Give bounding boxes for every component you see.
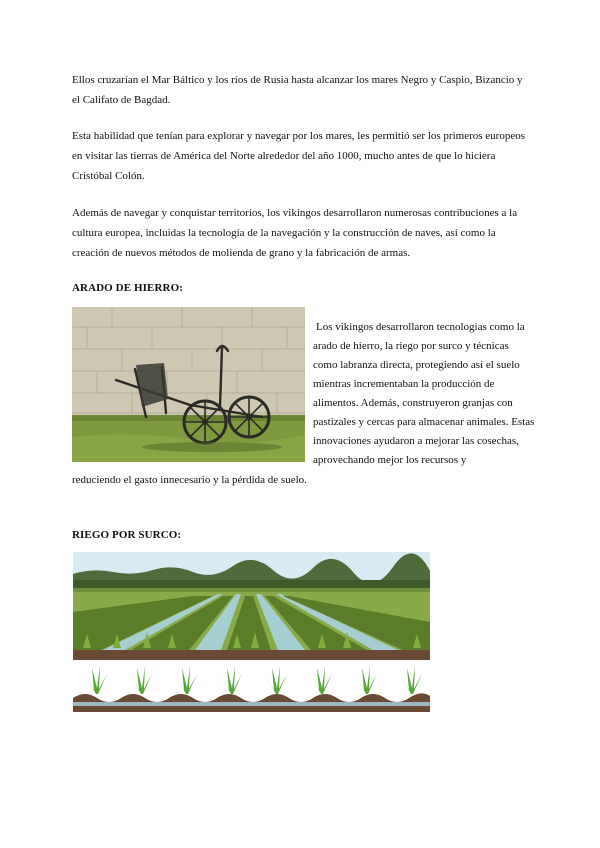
paragraph-contributions: Además de navegar y conquistar territorios, los vikingos desarrollaron numerosas contribuciones a la cultura europea, incluidas la tecnología de la navegación y la construcción de naves, así como la creación de nuevos métodos de molienda de grano y la fabricación de armas.	[72, 207, 518, 259]
heading-furrow-irrigation: RIEGO POR SURCO:	[72, 529, 182, 541]
iron-plow-text-continued: reduciendo el gasto innecesario y la pérdida de suelo.	[72, 474, 307, 486]
furrow-irrigation-image	[73, 552, 430, 712]
paragraph-america: Esta habilidad que tenían para explorar y navegar por los mares, les permitió ser los primeros europeos en visitar las tierras de América del Norte alrededor del año 1000, mucho antes de que lo hiciera Cristóbal Colón.	[72, 130, 525, 182]
heading-iron-plow: ARADO DE HIERRO:	[72, 282, 183, 294]
iron-plow-text: Los vikingos desarrollaron tecnologías como la arado de hierro, la riego por surco y técnicas como labranza directa, protegiendo así el suelo mientras incrementaban la producción de alimentos. Además, construyeron granjas con pastizales y cercas para almacenar animales. Estas innovaciones ayudaron a mejorar las cosechas, aprovechando mejor los recursos y	[313, 321, 535, 466]
iron-plow-image	[72, 307, 305, 462]
paragraph-baltic: Ellos cruzarían el Mar Báltico y los ríos de Rusia hasta alcanzar los mares Negro y Caspio, Bizancio y el Califato de Bagdad.	[72, 74, 523, 106]
